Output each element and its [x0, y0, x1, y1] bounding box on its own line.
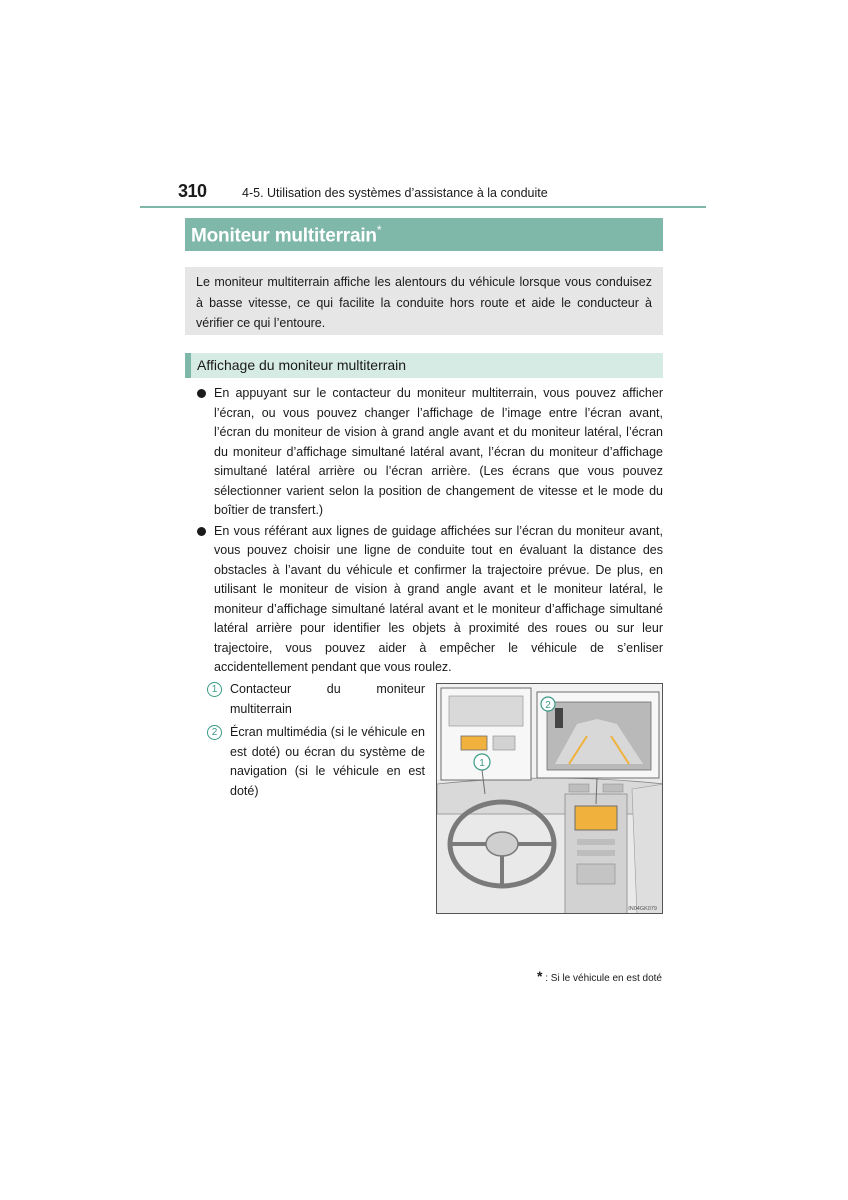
bullet-dot-icon [197, 527, 206, 536]
bullet-text: En vous référant aux lignes de guidage affichées sur l’écran du moniteur avant, vous pouvez choisir une ligne de conduite tout en évaluant la distance des obstacles à l’avant du véhicule et confirmer la trajectoire prévue. De plus, en utilisant le moniteur de vision à grand angle avant et le moniteur latéral, le moniteur d’affichage simultané latéral avant et le moniteur d’affichage simultané latéral arrière pour identifier les objets à proximité des roues ou sur leur trajectoire, vous pouvez aider à empêcher le véhicule de s’enliser accidentellement pendant que vous roulez. [214, 523, 663, 674]
page-title-text: Moniteur multiterrain [191, 225, 377, 247]
title-band [185, 218, 663, 251]
figure-code: IN04GK079 [628, 906, 657, 912]
header-rule [140, 206, 706, 208]
page-number: 310 [178, 181, 207, 201]
callout-number-1: 1 [207, 682, 222, 697]
footnote-asterisk: * [537, 968, 543, 984]
footnote [537, 968, 662, 984]
bullet-item [197, 384, 663, 521]
intro-text: Le moniteur multiterrain affiche les alentours du véhicule lorsque vous conduisez à basse vitesse, ce qui facilite la conduite hors route et aide le conducteur à vérifier ce qui l’entoure. [196, 275, 652, 330]
bullet-item [197, 522, 663, 678]
callout-text: Écran multimédia (si le véhicule en est doté) ou écran du système de navigation (si le véhicule en est doté) [230, 725, 425, 798]
bullet-list [197, 384, 663, 679]
svg-text:1: 1 [479, 758, 485, 769]
dashboard-drawing [437, 684, 663, 914]
footnote-text: : Si le véhicule en est doté [545, 973, 662, 984]
bullet-text: En appuyant sur le contacteur du moniteur multiterrain, vous pouvez afficher l’écran, ou vous pouvez changer l’affichage de l’image entre l’écran avant, l’écran du moniteur de vision à grand angle avant et du moniteur latéral, l’écran du moniteur d’affichage simultané latéral avant, l’écran du moniteur d’affichage simultané latéral arrière ou l’écran arrière. (Les écrans que vous pouvez sélectionner varient selon la position de changement de vitesse et le mode du boîtier de transfert.) [214, 386, 663, 517]
running-head: 4-5. Utilisation des systèmes d’assistance à la conduite [242, 186, 548, 200]
section-heading: Affichage du moniteur multiterrain [197, 357, 407, 373]
section-heading-band [185, 353, 663, 378]
page-title [191, 223, 381, 247]
title-asterisk: * [376, 223, 382, 237]
bullet-dot-icon [197, 389, 206, 398]
callout-item [207, 723, 425, 801]
svg-text:2: 2 [545, 700, 551, 711]
dashboard-illustration [436, 683, 663, 914]
intro-box [185, 267, 663, 335]
callout-item [207, 680, 425, 719]
callout-text: Contacteur du moniteur multiterrain [230, 682, 425, 716]
callout-number-2: 2 [207, 725, 222, 740]
callout-list [207, 680, 425, 805]
